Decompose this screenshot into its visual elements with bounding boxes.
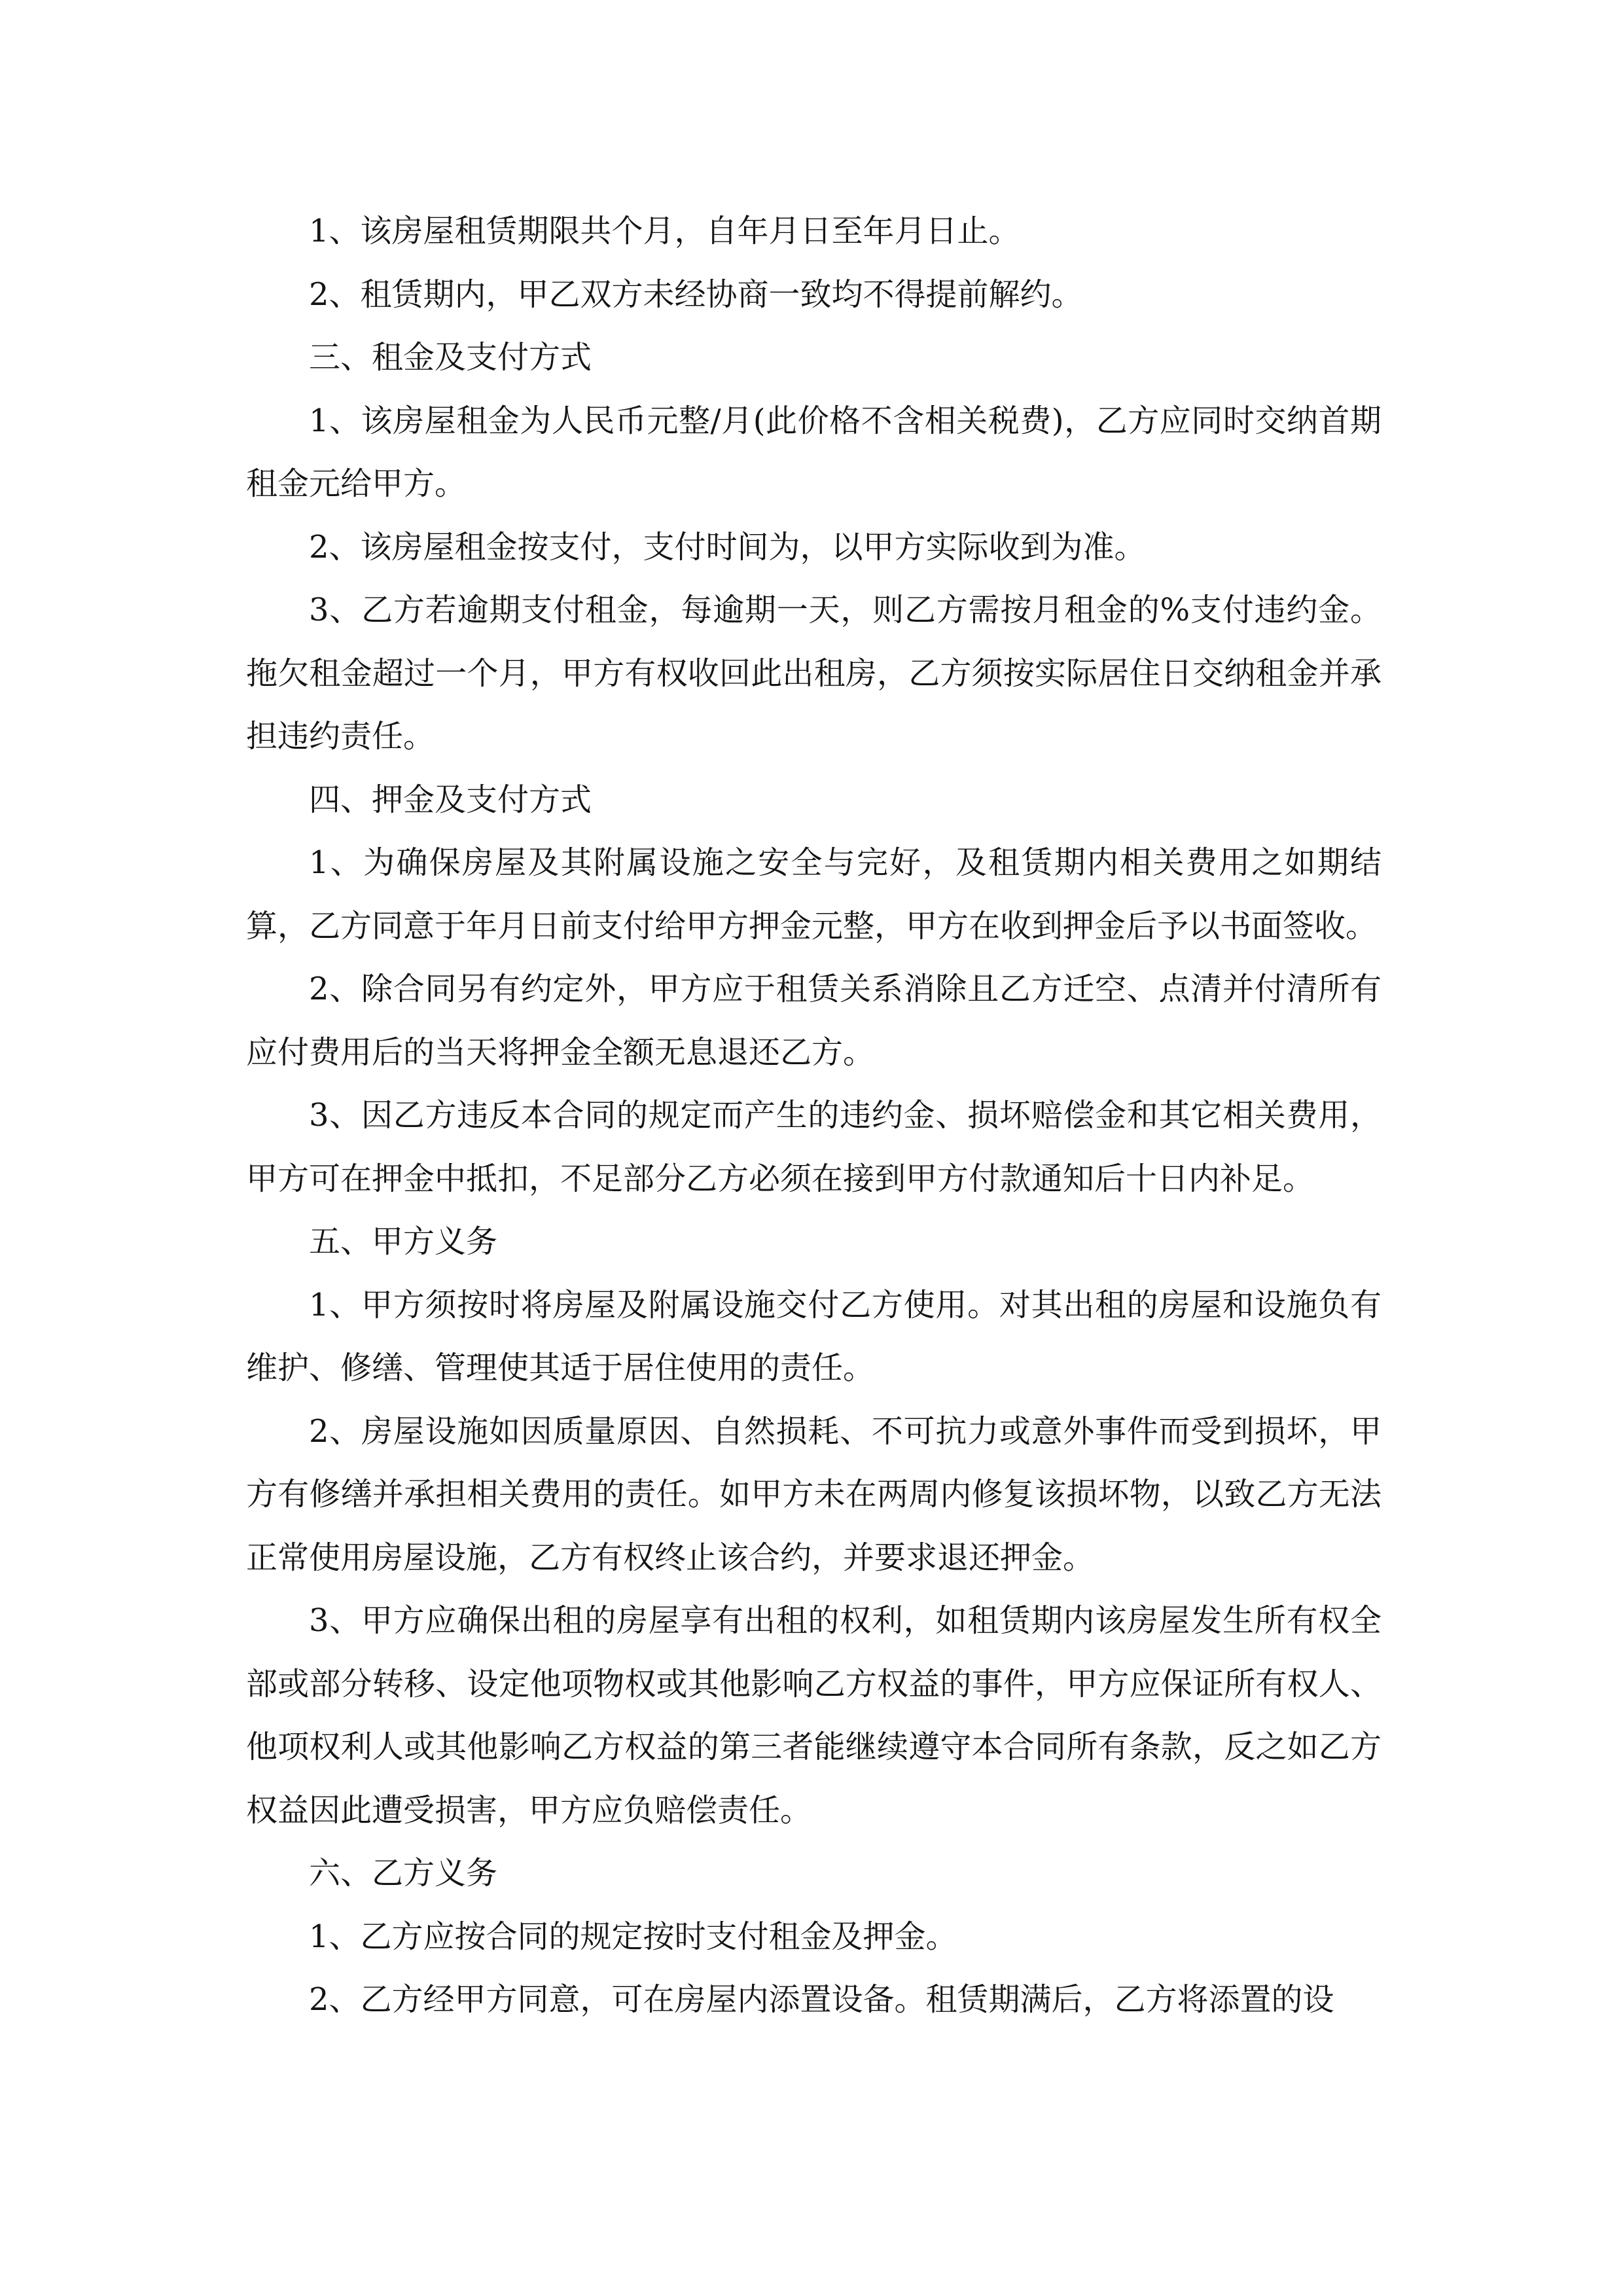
paragraph-rent-payment: 2、该房屋租金按支付，支付时间为，以甲方实际收到为准。 xyxy=(309,528,1146,565)
paragraph-deposit-refund: 2、除合同另有约定外，甲方应于租赁关系消除且乙方迁空、点清并付清所有应付费用后的当天将押金全额无息退还乙方。 xyxy=(246,971,1382,1071)
paragraph-party-a-delivery: 1、甲方须按时将房屋及附属设施交付乙方使用。对其出租的房屋和设施负有维护、修缮、管理使其适于居住使用的责任。 xyxy=(246,1286,1382,1386)
paragraph-rent-amount: 1、该房屋租金为人民币元整/月(此价格不含相关税费)，乙方应同时交纳首期租金元给甲方。 xyxy=(246,402,1382,502)
paragraph-term-months: 1、该房屋租赁期限共个月，自年月日至年月日止。 xyxy=(309,213,1020,249)
paragraph-party-b-payment: 1、乙方应按合同的规定按时支付租金及押金。 xyxy=(309,1918,957,1955)
paragraph-no-early-termination: 2、租赁期内，甲乙双方未经协商一致均不得提前解约。 xyxy=(309,276,1083,313)
section-heading-party-a-duties: 五、甲方义务 xyxy=(309,1223,498,1260)
document-body xyxy=(246,200,1382,2032)
section-heading-rent: 三、租金及支付方式 xyxy=(309,339,592,376)
paragraph-deposit-payment: 1、为确保房屋及其附属设施之安全与完好，及租赁期内相关费用之如期结算，乙方同意于年月日前支付给甲方押金元整，甲方在收到押金后予以书面签收。 xyxy=(246,844,1382,944)
paragraph-party-a-rights: 3、甲方应确保出租的房屋享有出租的权利，如租赁期内该房屋发生所有权全部或部分转移、设定他项物权或其他影响乙方权益的事件，甲方应保证所有权人、他项权利人或其他影响乙方权益的第三者能继续遵守本合同所有条款，反之如乙方权益因此遭受损害，甲方应负赔偿责任。 xyxy=(246,1602,1382,1829)
paragraph-deposit-deduction: 3、因乙方违反本合同的规定而产生的违约金、损坏赔偿金和其它相关费用，甲方可在押金中抵扣，不足部分乙方必须在接到甲方付款通知后十日内补足。 xyxy=(246,1097,1382,1197)
paragraph-late-payment: 3、乙方若逾期支付租金，每逾期一天，则乙方需按月租金的%支付违约金。拖欠租金超过一个月，甲方有权收回此出租房，乙方须按实际居住日交纳租金并承担违约责任。 xyxy=(246,592,1382,755)
section-heading-deposit: 四、押金及支付方式 xyxy=(309,781,592,818)
section-heading-party-b-duties: 六、乙方义务 xyxy=(309,1855,498,1892)
paragraph-party-b-equipment: 2、乙方经甲方同意，可在房屋内添置设备。租赁期满后，乙方将添置的设 xyxy=(309,1981,1334,2018)
paragraph-party-a-repairs: 2、房屋设施如因质量原因、自然损耗、不可抗力或意外事件而受到损坏，甲方有修缮并承担相关费用的责任。如甲方未在两周内修复该损坏物，以致乙方无法正常使用房屋设施，乙方有权终止该合约，并要求退还押金。 xyxy=(246,1412,1382,1576)
